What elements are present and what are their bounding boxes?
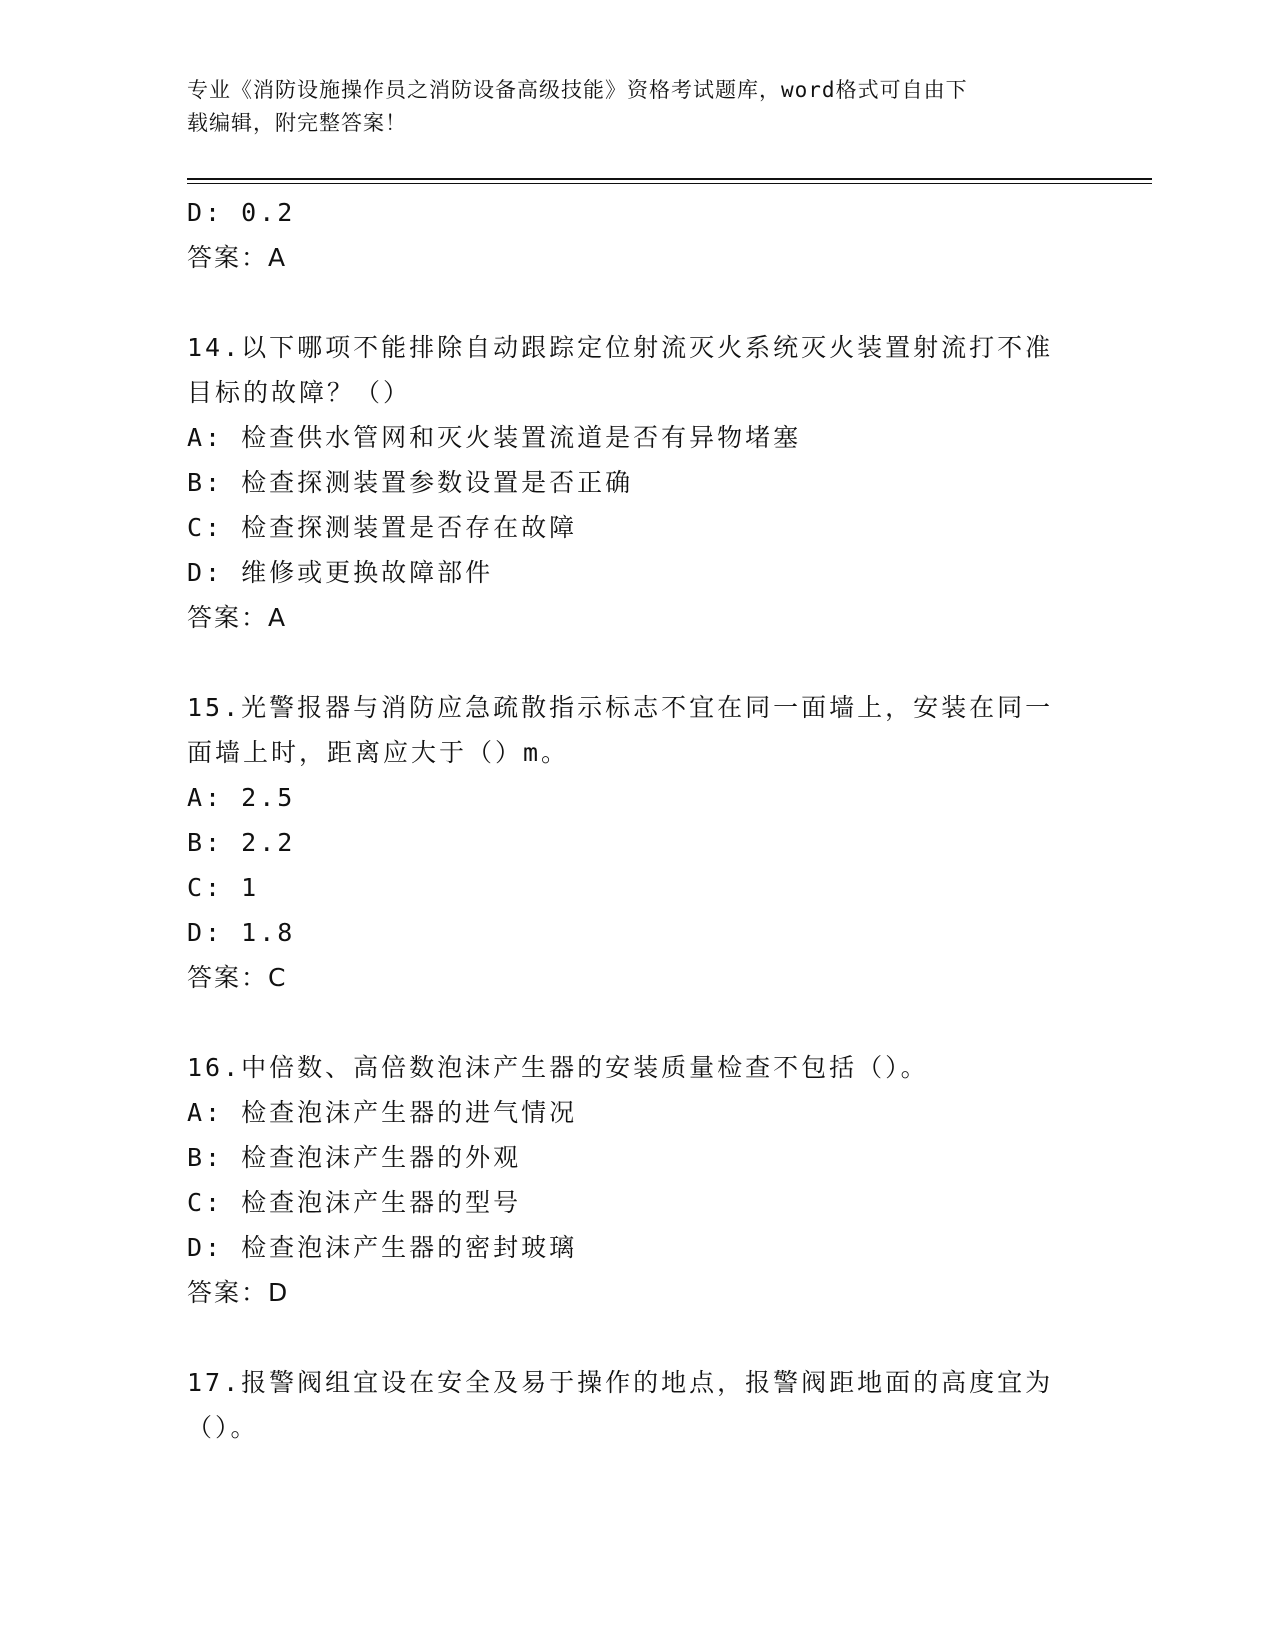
option-b: B: 2.2 — [187, 828, 296, 857]
option-d: D: 维修或更换故障部件 — [187, 558, 494, 587]
question-stem-line: 目标的故障？（） — [187, 378, 412, 407]
header-rule-thick — [187, 178, 1152, 180]
option-d: D: 0.2 — [187, 198, 296, 227]
option-a: A: 检查供水管网和灭火装置流道是否有异物堵塞 — [187, 423, 802, 452]
answer-label: 答案： — [187, 603, 269, 632]
answer-line — [187, 595, 1087, 640]
header-rule-thin — [187, 183, 1152, 184]
option-b: B: 检查泡沫产生器的外观 — [187, 1143, 522, 1172]
previous-question-fragment — [187, 190, 1087, 280]
answer-value: D — [268, 1278, 289, 1307]
header-line-2: 载编辑，附完整答案！ — [187, 111, 407, 135]
option-b: B: 检查探测装置参数设置是否正确 — [187, 468, 634, 497]
answer-value: C — [268, 963, 287, 992]
question-stem-line: 17.报警阀组宜设在安全及易于操作的地点，报警阀距地面的高度宜为 — [187, 1368, 1054, 1397]
answer-label: 答案： — [187, 1278, 269, 1307]
question-stem-line: （）。 — [187, 1413, 259, 1442]
option-c: C: 检查探测装置是否存在故障 — [187, 513, 578, 542]
header-line-1: 专业《消防设施操作员之消防设备高级技能》资格考试题库，word格式可自由下 — [187, 78, 968, 102]
option-d: D: 检查泡沫产生器的密封玻璃 — [187, 1233, 578, 1262]
answer-value: A — [268, 243, 287, 272]
answer-line — [187, 235, 1087, 280]
question-stem-line: 面墙上时，距离应大于（）m。 — [187, 738, 570, 767]
answer-line — [187, 1270, 1087, 1315]
answer-label: 答案： — [187, 963, 269, 992]
option-d: D: 1.8 — [187, 918, 296, 947]
question-16 — [187, 1045, 1087, 1315]
question-stem-line: 16.中倍数、高倍数泡沫产生器的安装质量检查不包括（）。 — [187, 1053, 929, 1082]
answer-label: 答案： — [187, 243, 269, 272]
option-c: C: 检查泡沫产生器的型号 — [187, 1188, 522, 1217]
option-a: A: 2.5 — [187, 783, 296, 812]
question-17 — [187, 1360, 1087, 1450]
question-list — [187, 190, 1087, 1450]
question-stem-line: 15.光警报器与消防应急疏散指示标志不宜在同一面墙上，安装在同一 — [187, 693, 1054, 722]
answer-line — [187, 955, 1087, 1000]
option-c: C: 1 — [187, 873, 260, 902]
page-header — [187, 74, 1067, 140]
question-14 — [187, 325, 1087, 640]
question-stem-line: 14.以下哪项不能排除自动跟踪定位射流灭火系统灭火装置射流打不准 — [187, 333, 1054, 362]
question-15 — [187, 685, 1087, 1000]
answer-value: A — [268, 603, 287, 632]
option-a: A: 检查泡沫产生器的进气情况 — [187, 1098, 578, 1127]
